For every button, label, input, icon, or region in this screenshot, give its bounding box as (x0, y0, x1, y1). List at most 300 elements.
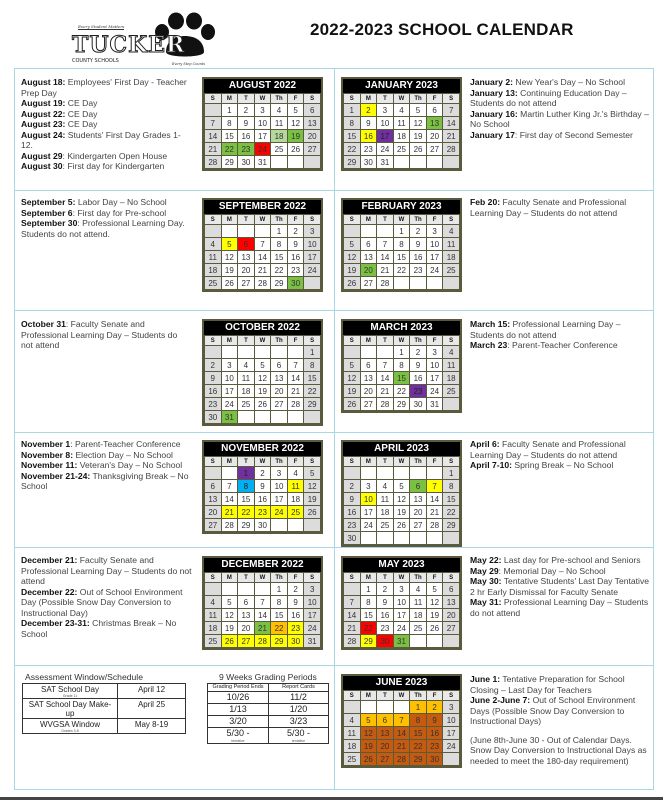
calendar-day: 16 (287, 609, 304, 622)
note-item (470, 555, 650, 566)
calendar-day: 22 (443, 506, 460, 519)
grading-report-cell (269, 715, 329, 727)
note-text: : First day for Kindergarten (62, 161, 165, 171)
calendar-day: 21 (254, 264, 271, 277)
weekday-label: M (221, 336, 238, 346)
calendar-day: 31 (426, 398, 443, 411)
grading-row (208, 727, 329, 743)
calendar-day: 16 (426, 727, 443, 740)
row-divider (15, 665, 653, 666)
calendar-day: 8 (304, 359, 321, 372)
calendar-day: 22 (344, 143, 361, 156)
calendar-day: 9 (360, 117, 377, 130)
calendar-day: 14 (287, 372, 304, 385)
weekday-label: T (238, 457, 255, 467)
calendar-day: 8 (271, 596, 288, 609)
calendar-day: 25 (287, 506, 304, 519)
calendar-empty-cell (221, 346, 238, 359)
calendar-day: 27 (205, 519, 222, 532)
note-text: : First day of Second Semester (514, 129, 633, 140)
calendar-day: 24 (254, 143, 271, 156)
calendar-day: 27 (410, 519, 427, 532)
calendar-day: 14 (205, 130, 222, 143)
calendar-empty-cell (377, 467, 394, 480)
note-date: August 22: (21, 108, 66, 119)
calendar-day: 4 (271, 104, 288, 117)
weekday-label: M (360, 573, 377, 583)
note-item (470, 319, 650, 340)
note-item (470, 460, 650, 471)
calendar-empty-cell (443, 277, 460, 290)
assessment-name-cell (23, 684, 118, 699)
calendar-day: 30 (254, 519, 271, 532)
calendar-day: 11 (443, 238, 460, 251)
calendar-day: 26 (426, 622, 443, 635)
note-text: Students' First Day Grades 1-12. (21, 129, 181, 150)
calendar-empty-cell (410, 532, 427, 545)
calendar-day: 6 (304, 104, 321, 117)
calendar-day: 7 (254, 238, 271, 251)
calendar-day: 27 (238, 635, 255, 648)
calendar-day: 13 (238, 609, 255, 622)
calendar-empty-cell (271, 156, 288, 169)
calendar-day: 15 (221, 130, 238, 143)
weekday-label: S (344, 691, 361, 701)
calendar-day: 1 (443, 467, 460, 480)
weekday-label: S (304, 215, 321, 225)
calendar-day: 24 (426, 385, 443, 398)
calendar-day: 11 (205, 609, 222, 622)
calendar-day: 10 (426, 359, 443, 372)
calendar-day: 15 (393, 251, 410, 264)
calendar-day: 10 (254, 117, 271, 130)
calendar-day: 11 (238, 372, 255, 385)
calendar-day: 22 (221, 143, 238, 156)
grading-report-date: 1/20 (289, 703, 308, 714)
weekday-label: W (393, 215, 410, 225)
calendar-day: 17 (426, 372, 443, 385)
grading-ends-cell (208, 703, 269, 715)
calendar-day: 12 (221, 609, 238, 622)
calendar-day: 12 (360, 727, 377, 740)
weekday-label: S (205, 573, 222, 583)
calendar-day: 6 (205, 480, 222, 493)
calendar-day: 16 (344, 506, 361, 519)
calendar-empty-cell (221, 225, 238, 238)
calendar-month-title: APRIL 2023 (343, 442, 460, 456)
calendar-day: 6 (238, 238, 255, 251)
calendar-day: 1 (271, 583, 288, 596)
calendar-day: 22 (360, 622, 377, 635)
calendar-day: 23 (344, 519, 361, 532)
calendar-january-2023 (341, 77, 462, 171)
calendar-day: 10 (304, 238, 321, 251)
calendar-day: 6 (238, 596, 255, 609)
assessment-caption: Assessment Window/Schedule (25, 672, 143, 682)
weekday-label: F (426, 215, 443, 225)
calendar-day: 25 (344, 753, 361, 766)
calendar-empty-cell (238, 583, 255, 596)
calendar-day: 28 (344, 635, 361, 648)
calendar-empty-cell (443, 156, 460, 169)
calendar-day: 18 (393, 130, 410, 143)
calendar-day: 4 (344, 714, 361, 727)
note-date: April 7-10: (470, 460, 513, 470)
calendar-day: 8 (238, 480, 255, 493)
calendar-day: 20 (410, 506, 427, 519)
calendar-day: 21 (393, 740, 410, 753)
calendar-day: 12 (344, 372, 361, 385)
calendar-day: 4 (393, 104, 410, 117)
calendar-day: 2 (410, 346, 427, 359)
note-item (470, 597, 650, 618)
weekday-label: M (360, 336, 377, 346)
calendar-day: 28 (377, 277, 394, 290)
calendar-day: 31 (221, 411, 238, 424)
note-date: April 6: (470, 439, 500, 449)
calendar-day: 16 (360, 130, 377, 143)
calendar-empty-cell (304, 411, 321, 424)
calendar-day: 29 (410, 753, 427, 766)
calendar-day: 6 (360, 238, 377, 251)
grading-caption: 9 Weeks Grading Periods (219, 672, 317, 682)
row-divider (15, 547, 653, 548)
note-text: : First day for Pre-school (72, 207, 167, 218)
note-item (470, 439, 650, 460)
weekday-label: Th (410, 573, 427, 583)
calendar-day: 30 (426, 753, 443, 766)
calendar-day: 6 (410, 480, 427, 493)
calendar-day: 20 (377, 740, 394, 753)
weekday-label: T (377, 94, 394, 104)
calendar-june-2023 (341, 674, 462, 768)
note-date: August 19: (21, 98, 66, 108)
calendar-empty-cell (377, 346, 394, 359)
calendar-day: 2 (377, 583, 394, 596)
calendar-day: 14 (443, 117, 460, 130)
calendar-day: 29 (238, 519, 255, 532)
calendar-day: 5 (393, 480, 410, 493)
calendar-day: 27 (360, 277, 377, 290)
calendar-day: 7 (344, 596, 361, 609)
notes-december (21, 555, 196, 639)
calendar-day: 30 (205, 411, 222, 424)
assessment-date: May 8-19 (118, 719, 186, 734)
note-text: Labor Day – No School (75, 197, 167, 207)
calendar-day: 27 (360, 398, 377, 411)
calendar-empty-cell (304, 519, 321, 532)
calendar-empty-cell (426, 156, 443, 169)
calendar-day: 11 (205, 251, 222, 264)
weekday-label: F (287, 457, 304, 467)
note-date: August 18: (21, 77, 66, 87)
calendar-day: 13 (410, 493, 427, 506)
calendar-day: 23 (410, 264, 427, 277)
calendar-day: 9 (287, 238, 304, 251)
calendar-day: 20 (304, 130, 321, 143)
calendar-day: 20 (238, 264, 255, 277)
calendar-day: 23 (254, 506, 271, 519)
calendar-day: 31 (254, 156, 271, 169)
calendar-empty-cell (393, 532, 410, 545)
calendar-day: 10 (360, 493, 377, 506)
note-text: Thanksgiving Break – No School (21, 470, 189, 491)
calendar-day: 5 (254, 359, 271, 372)
calendar-day: 16 (238, 130, 255, 143)
note-item (470, 695, 650, 727)
calendar-day: 24 (304, 622, 321, 635)
calendar-empty-cell (221, 467, 238, 480)
calendar-day: 21 (287, 385, 304, 398)
note-date: January 13: (470, 87, 518, 98)
weekday-label: S (443, 215, 460, 225)
calendar-day: 11 (344, 727, 361, 740)
calendar-day: 17 (221, 385, 238, 398)
calendar-day: 26 (254, 398, 271, 411)
calendar-day: 10 (377, 117, 394, 130)
assessment-name: SAT School Day Make-up (28, 700, 112, 718)
calendar-day: 18 (443, 372, 460, 385)
calendar-day: 29 (360, 635, 377, 648)
calendar-day: 18 (377, 506, 394, 519)
calendar-day: 14 (426, 493, 443, 506)
calendar-november-2022 (202, 440, 323, 534)
calendar-day: 28 (426, 519, 443, 532)
calendar-day: 23 (410, 385, 427, 398)
calendar-day: 11 (287, 480, 304, 493)
grading-report-cell (269, 691, 329, 703)
calendar-day: 15 (271, 609, 288, 622)
calendar-day: 1 (410, 701, 427, 714)
calendar-day: 17 (377, 130, 394, 143)
note-item (470, 340, 650, 351)
note-item (21, 471, 191, 492)
calendar-day: 7 (254, 596, 271, 609)
calendar-empty-cell (287, 411, 304, 424)
calendar-day: 25 (443, 264, 460, 277)
note-text: Martin Luther King Jr.'s Birthday – No School (470, 108, 649, 129)
calendar-day: 21 (377, 385, 394, 398)
weekday-label: S (205, 215, 222, 225)
note-item (21, 119, 191, 130)
calendar-day: 25 (238, 398, 255, 411)
note-item (21, 555, 196, 587)
calendar-empty-cell (360, 701, 377, 714)
calendar-day: 29 (344, 156, 361, 169)
calendar-day: 28 (377, 398, 394, 411)
calendar-day: 29 (393, 398, 410, 411)
grading-periods-table (207, 683, 329, 744)
calendar-day: 11 (443, 359, 460, 372)
grading-ends-cell (208, 691, 269, 703)
calendar-empty-cell (271, 411, 288, 424)
calendar-day: 2 (360, 104, 377, 117)
calendar-day: 5 (221, 596, 238, 609)
note-item (21, 460, 191, 471)
grading-header-ends: Grading Period Ends (208, 684, 269, 692)
note-text: : Parent-Teacher Conference (70, 439, 181, 449)
calendar-empty-cell (426, 532, 443, 545)
calendar-day: 24 (304, 264, 321, 277)
grading-ends-date: 5/30 - (226, 727, 250, 738)
calendar-day: 27 (238, 277, 255, 290)
weekday-label: S (205, 336, 222, 346)
note-date: January 16: (470, 108, 518, 119)
calendar-day: 20 (360, 385, 377, 398)
calendar-day: 22 (304, 385, 321, 398)
weekday-label: Th (410, 457, 427, 467)
calendar-empty-cell (238, 346, 255, 359)
note-item (21, 319, 191, 351)
calendar-day: 2 (344, 480, 361, 493)
calendar-month-title: FEBRUARY 2023 (343, 200, 460, 214)
calendar-day: 8 (344, 117, 361, 130)
note-text: Last day for Pre-school and Seniors (501, 555, 641, 565)
calendar-day: 4 (443, 346, 460, 359)
calendar-day: 2 (287, 225, 304, 238)
calendar-day: 25 (410, 622, 427, 635)
weekday-label: S (344, 215, 361, 225)
weekday-label: S (443, 573, 460, 583)
note-date: June 2-June 7: (470, 695, 531, 705)
notes-may (470, 555, 650, 618)
calendar-day: 30 (287, 277, 304, 290)
weekday-label: S (344, 336, 361, 346)
calendar-day: 13 (377, 727, 394, 740)
calendar-day: 12 (410, 117, 427, 130)
calendar-empty-cell (410, 156, 427, 169)
weekday-label: S (304, 336, 321, 346)
calendar-day: 7 (443, 104, 460, 117)
calendar-day: 2 (287, 583, 304, 596)
weekday-label: W (254, 94, 271, 104)
weekday-label: Th (271, 336, 288, 346)
weekday-label: S (443, 94, 460, 104)
tucker-county-logo (68, 12, 218, 68)
calendar-day: 28 (287, 398, 304, 411)
grading-report-date: 11/2 (290, 691, 307, 702)
calendar-day: 22 (271, 622, 288, 635)
calendar-day: 23 (287, 622, 304, 635)
calendar-day: 19 (221, 622, 238, 635)
note-text: Election Day – No School (73, 449, 173, 460)
calendar-day: 19 (393, 506, 410, 519)
calendar-day: 6 (377, 714, 394, 727)
calendar-day: 17 (304, 609, 321, 622)
weekday-label: F (426, 691, 443, 701)
calendar-day: 22 (410, 740, 427, 753)
calendar-day: 11 (410, 596, 427, 609)
calendar-empty-cell (287, 156, 304, 169)
calendar-day: 15 (304, 372, 321, 385)
calendar-day: 8 (360, 596, 377, 609)
calendar-empty-cell (410, 467, 427, 480)
calendar-day: 12 (254, 372, 271, 385)
calendar-day: 30 (377, 635, 394, 648)
calendar-day: 4 (443, 225, 460, 238)
calendar-day: 21 (221, 506, 238, 519)
calendar-day: 10 (221, 372, 238, 385)
calendar-empty-cell (344, 225, 361, 238)
calendar-day: 11 (271, 117, 288, 130)
note-text: Professional Learning Day – Students do not attend (470, 319, 621, 340)
calendar-day: 9 (344, 493, 361, 506)
weekday-label: F (287, 94, 304, 104)
calendar-day: 14 (344, 609, 361, 622)
calendar-day: 3 (443, 701, 460, 714)
calendar-day: 9 (287, 596, 304, 609)
calendar-day: 27 (443, 622, 460, 635)
note-date: March 23 (470, 340, 508, 350)
note-text: Out of School Environment Day (Possible Snow Day Conversion to Instructional Day) (21, 586, 183, 618)
calendar-day: 1 (344, 104, 361, 117)
notes-october (21, 319, 191, 351)
note-item (470, 566, 650, 577)
note-date: December 22: (21, 586, 78, 597)
note-text: : Kindergarten Open House (62, 150, 168, 161)
calendar-day: 12 (393, 493, 410, 506)
calendar-day: 24 (443, 740, 460, 753)
calendar-day: 1 (360, 583, 377, 596)
calendar-day: 31 (377, 156, 394, 169)
note-text: CE Day (65, 98, 98, 108)
calendar-day: 2 (410, 225, 427, 238)
grading-header-report: Report Cards (269, 684, 329, 692)
assessment-row (23, 719, 186, 734)
note-text: Continuing Education Day – Students do not attend (470, 87, 627, 108)
note-date: November 1 (21, 439, 71, 449)
logo-subtitle: COUNTY SCHOOLS (72, 58, 119, 64)
weekday-label: S (205, 457, 222, 467)
note-date: September 6 (21, 207, 73, 218)
calendar-day: 30 (287, 635, 304, 648)
calendar-day: 30 (360, 156, 377, 169)
assessment-name: SAT School Day (41, 685, 99, 694)
calendar-day: 30 (344, 532, 361, 545)
calendar-day: 1 (221, 104, 238, 117)
weekday-label: M (360, 215, 377, 225)
calendar-day: 14 (254, 251, 271, 264)
calendar-april-2023 (341, 440, 462, 547)
calendar-day: 26 (221, 277, 238, 290)
note-text: New Year's Day – No School (513, 77, 625, 87)
note-item (21, 109, 191, 120)
calendar-month-title: SEPTEMBER 2022 (204, 200, 321, 214)
calendar-day: 16 (410, 251, 427, 264)
assessment-name: WVGSA Window (39, 720, 100, 729)
calendar-day: 19 (287, 130, 304, 143)
weekday-label: Th (271, 457, 288, 467)
calendar-day: 22 (271, 264, 288, 277)
calendar-day: 26 (344, 277, 361, 290)
calendar-day: 19 (221, 264, 238, 277)
calendar-day: 7 (377, 238, 394, 251)
calendar-day: 29 (271, 277, 288, 290)
calendar-day: 4 (238, 359, 255, 372)
weekday-label: T (377, 215, 394, 225)
note-date: August 24: (21, 129, 66, 140)
calendar-day: 22 (238, 506, 255, 519)
grading-report-date: 3/23 (289, 715, 308, 726)
calendar-day: 3 (304, 583, 321, 596)
weekday-label: F (426, 573, 443, 583)
calendar-day: 28 (205, 156, 222, 169)
note-date: January 17 (470, 129, 515, 140)
column-divider (334, 69, 335, 789)
note-text: : Memorial Day – No School (498, 565, 606, 576)
calendar-day: 27 (426, 143, 443, 156)
calendar-day: 5 (221, 238, 238, 251)
